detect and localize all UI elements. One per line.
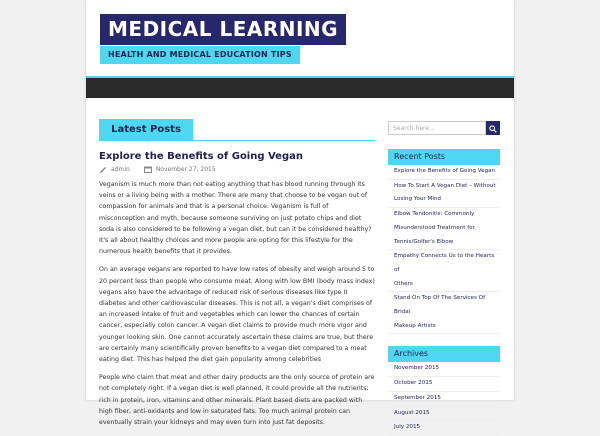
main-navigation-bar <box>86 76 514 98</box>
archive-link[interactable]: August 2015 <box>388 407 500 422</box>
recent-post-link[interactable] <box>388 165 500 180</box>
search-input[interactable] <box>388 121 486 135</box>
link-line: Others <box>394 280 413 287</box>
post-paragraph: People who claim that meat and other dairy products are the only source of protein are not completely right. If a vegan diet is well planned, it could provide all the nutrients; rich in protein, iron, vitamins and other minerals. Plant based diets are packed with high fiber, anti-oxidants and low in saturated fats. Too much animal protein can eventually strain your kidneys and may even turn into just fat deposits. <box>99 374 375 427</box>
link-line: Tennis/Golfer's Elbow <box>394 238 454 245</box>
post-paragraph: On an average vegans are reported to have low rates of obesity and weigh around 5 to 20 percent less than people who consume meat. Along with low BMI (body mass index) vegans also have the advantage of reduced risk of serious diseases like type II diabetes and other cardiovascular diseases. This is not all, a vegan's diet comprises of an increased intake of fruit and vegetables which can lower the chances of certain cancer, especially colon cancer. A vegan diet claims to provide much more vigor and younger looking skin. One cannot accurately ascertain these claims are true, but there are certainly many scientifically proven benefits to a vegan diet compared to a meat eating diet. This has helped the diet gain popularity among celebrities <box>99 266 375 364</box>
post-body <box>99 179 375 428</box>
site-tagline: HEALTH AND MEDICAL EDUCATION TIPS <box>100 46 300 64</box>
archives-widget <box>388 346 500 436</box>
latest-posts-header <box>99 119 375 141</box>
link-line: Explore the Benefits of Going Vegan <box>394 168 496 174</box>
widget-title: Recent Posts <box>388 149 500 165</box>
post-date: November 27, 2015 <box>155 166 216 173</box>
link-line: Elbow Tendonitis: Commonly <box>394 211 475 218</box>
calendar-icon <box>144 166 152 173</box>
archive-link[interactable]: November 2015 <box>388 362 500 377</box>
link-line: How To Start A Vegan Diet – Without <box>394 182 496 189</box>
archive-link[interactable]: October 2015 <box>388 377 500 392</box>
user-icon <box>99 166 107 173</box>
post-title[interactable]: Explore the Benefits of Going Vegan <box>99 151 303 162</box>
link-line: Makeup Artists <box>394 322 436 329</box>
search-icon <box>489 121 497 136</box>
sidebar <box>388 121 500 436</box>
page-container <box>86 0 514 431</box>
search-button[interactable] <box>486 121 500 135</box>
link-line: Losing Your Mind <box>394 196 441 203</box>
link-line: Stand On Top Of The Services Of Bridal <box>394 295 486 316</box>
recent-posts-widget <box>388 149 500 334</box>
widget-title: Archives <box>388 346 500 362</box>
main-content <box>99 119 375 428</box>
recent-post-link[interactable] <box>388 208 500 250</box>
post-author[interactable]: admin <box>111 166 130 173</box>
archive-link[interactable]: July 2015 <box>388 421 500 436</box>
post-paragraph: Veganism is much more than not eating anything that has blood running through its veins or a living being with a mother. There are many that choose to be vegan out of compassion for animals and that is a personal choice. Veganism is full of misconception and myth, because someone surviving on just potato chips and diet soda is also considered to be following a vegan diet, but can it be considered healthy? It's all about healthy choices and more people are opting for this lifestyle for the numerous health benefits that it provides. <box>99 181 372 256</box>
search-form <box>388 121 500 135</box>
post-meta <box>99 166 375 173</box>
recent-post-link[interactable] <box>388 180 500 208</box>
recent-post-link[interactable] <box>388 292 500 334</box>
link-line: Empathy Connects Us to the Hearts of <box>394 253 495 273</box>
recent-post-link[interactable] <box>388 250 500 292</box>
link-line: Misunderstood Treatment for <box>394 224 475 231</box>
section-title: Latest Posts <box>99 119 193 141</box>
archive-link[interactable]: September 2015 <box>388 392 500 407</box>
site-title[interactable]: MEDICAL LEARNING <box>100 14 346 45</box>
